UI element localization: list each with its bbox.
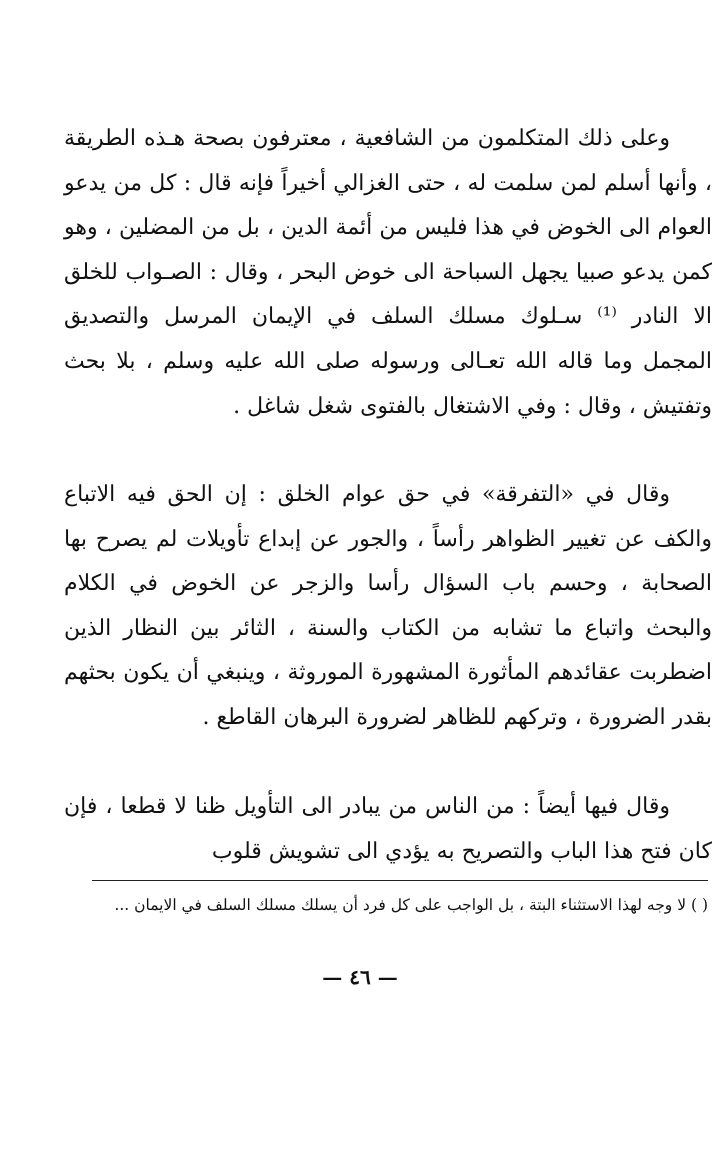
footnote-divider bbox=[92, 880, 708, 881]
page-number: — ٤٦ — bbox=[322, 965, 398, 989]
paragraph-2: وقال في «التفرقة» في حق عوام الخلق : إن الحق فيه الاتباع والكف عن تغيير الظواهر رأساً ، والجور عن إبداع تأويلات لم يصرح بها الصحابة ، وحسم باب السؤال رأسا والزجر عن الخوض في الكلام والبحث واتباع ما تشابه من الكتاب والسنة ، الثائر بين النظار الذين اضطربت عقائدهم المأثورة المشهورة الموروثة ، وينبغي أن يكون بحثهم بقدر الضرورة ، وتركهم للظاهر لضرورة البرهان القاطع . bbox=[64, 482, 713, 730]
footnote: ( ) لا وجه لهذا الاستثناء البتة ، بل الواجب على كل فرد أن يسلك مسلك السلف في الايمان ... bbox=[114, 896, 708, 914]
paragraph-1: وعلى ذلك المتكلمون من الشافعية ، معترفون بصحة هـذه الطريقة ، وأنها أسلم لمن سلمت له ، حتى الغزالي أخيراً فإنه قال : كل من يدعو العوام الى الخوض في هذا فليس من أئمة الدين ، بل من المضلين ، وهو كمن يدعو صبيا يجهل السباحة الى خوض البحر ، وقال : الصـواب للخلق الا النادر ⁽¹⁾ سـلوك مسلك السلف في الإيمان المرسل والتصديق المجمل وما قاله الله تعـالى ورسوله صلى الله عليه وسلم ، بلا بحث وتفتيش ، وقال : وفي الاشتغال بالفتوى شغل شاغل . bbox=[64, 126, 712, 419]
paragraph-3: وقال فيها أيضاً : من الناس من يبادر الى التأويل ظنا لا قطعا ، فإن كان فتح هذا الباب والتصريح به يؤدي الى تشويش قلوب bbox=[64, 794, 712, 864]
